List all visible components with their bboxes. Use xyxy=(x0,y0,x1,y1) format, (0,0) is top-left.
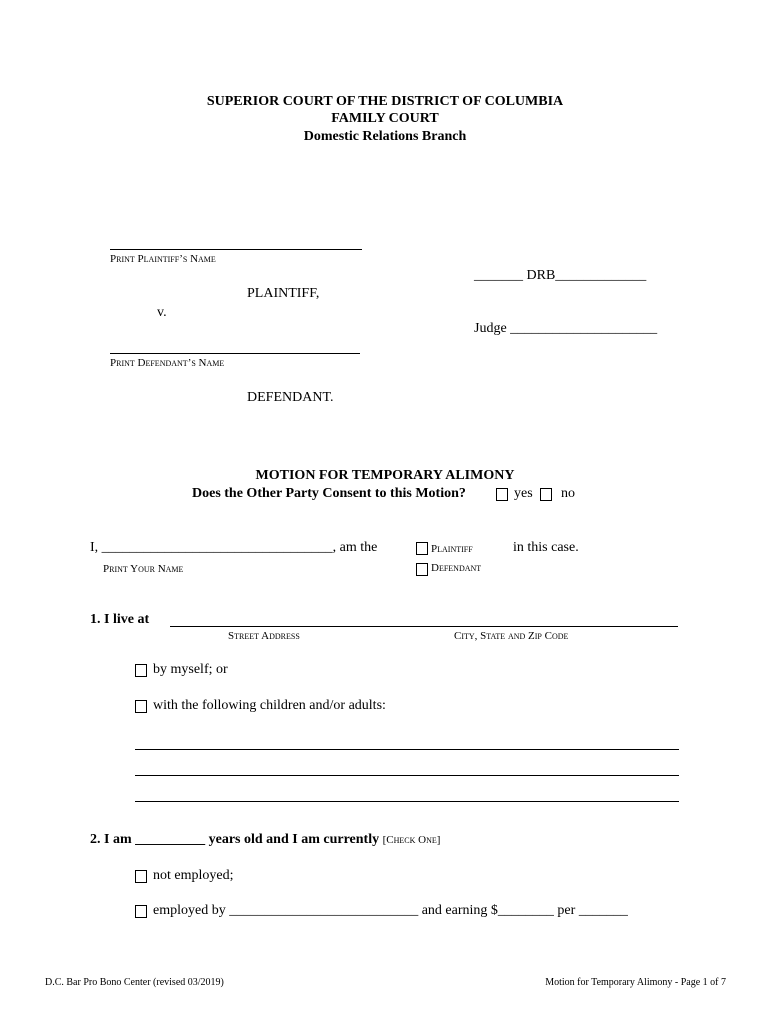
age-blank[interactable]: __________ xyxy=(135,832,206,847)
case-number-label: DRB xyxy=(526,268,556,283)
employed-by-label: employed by xyxy=(153,903,226,918)
item1-heading: 1. I live at xyxy=(90,612,150,627)
live-by-myself-label: by myself; or xyxy=(153,662,228,677)
not-employed-checkbox[interactable] xyxy=(135,870,147,883)
motion-title: MOTION FOR TEMPORARY ALIMONY xyxy=(255,468,515,483)
defendant-label: DEFENDANT. xyxy=(247,390,334,405)
live-by-myself-checkbox[interactable] xyxy=(135,664,147,677)
per-blank[interactable]: _______ xyxy=(578,903,628,918)
not-employed-label: not employed; xyxy=(153,868,234,883)
consent-yes-label: yes xyxy=(514,486,533,501)
case-number-prefix: _______ xyxy=(474,268,523,283)
household-line-2[interactable] xyxy=(135,775,679,776)
plaintiff-checkbox[interactable] xyxy=(416,542,428,555)
defendant-checkbox[interactable] xyxy=(416,563,428,576)
plaintiff-name-label: Print Plaintiff’s Name xyxy=(110,253,216,265)
consent-no-checkbox[interactable] xyxy=(540,488,552,501)
intro-line xyxy=(90,540,377,556)
court-branch: Domestic Relations Branch xyxy=(303,129,467,144)
versus-label: v. xyxy=(157,305,167,320)
consent-yes-checkbox[interactable] xyxy=(496,488,508,501)
defendant-option-label: Defendant xyxy=(431,562,482,574)
consent-no-label: no xyxy=(561,486,575,501)
per-label: per xyxy=(557,903,576,918)
employed-checkbox[interactable] xyxy=(135,905,147,918)
check-one-label: [Check One] xyxy=(382,834,441,846)
am-the-label: , am the xyxy=(332,540,378,555)
judge-field[interactable] xyxy=(474,321,657,337)
employer-blank[interactable]: ___________________________ xyxy=(229,903,419,918)
earning-blank[interactable]: ________ xyxy=(497,903,554,918)
plaintiff-option-label: Plaintiff xyxy=(431,543,473,555)
your-name-blank[interactable]: _________________________________ xyxy=(101,540,333,555)
court-name: SUPERIOR COURT OF THE DISTRICT OF COLUMBIA xyxy=(206,94,564,109)
city-state-zip-label: City, State and Zip Code xyxy=(454,630,569,642)
defendant-name-label: Print Defendant’s Name xyxy=(110,357,225,369)
your-name-label: Print Your Name xyxy=(103,563,184,575)
court-division: FAMILY COURT xyxy=(331,111,439,126)
plaintiff-name-line[interactable] xyxy=(110,249,362,250)
footer-right: Motion for Temporary Alimony - Page 1 of 7 xyxy=(545,977,726,988)
in-this-case-label: in this case. xyxy=(513,540,579,555)
household-line-3[interactable] xyxy=(135,801,679,802)
household-line-1[interactable] xyxy=(135,749,679,750)
case-number-suffix: _____________ xyxy=(555,268,647,283)
item2-heading-suffix: years old and I am currently xyxy=(208,832,380,847)
street-address-label: Street Address xyxy=(228,630,300,642)
employed-line xyxy=(153,903,628,919)
consent-question: Does the Other Party Consent to this Motion? xyxy=(192,486,466,501)
item2-heading xyxy=(90,832,440,848)
defendant-name-line[interactable] xyxy=(110,353,360,354)
plaintiff-label: PLAINTIFF, xyxy=(247,286,320,301)
earning-label: and earning $ xyxy=(421,903,498,918)
intro-prefix: I, xyxy=(90,540,99,555)
judge-blank: _____________________ xyxy=(510,321,658,336)
item2-heading-prefix: 2. I am xyxy=(90,832,132,847)
live-with-others-label: with the following children and/or adults: xyxy=(153,698,386,713)
live-with-others-checkbox[interactable] xyxy=(135,700,147,713)
case-number[interactable] xyxy=(474,268,646,284)
footer-left: D.C. Bar Pro Bono Center (revised 03/2019) xyxy=(45,977,224,988)
judge-label: Judge xyxy=(474,321,507,336)
address-line[interactable] xyxy=(170,626,678,627)
